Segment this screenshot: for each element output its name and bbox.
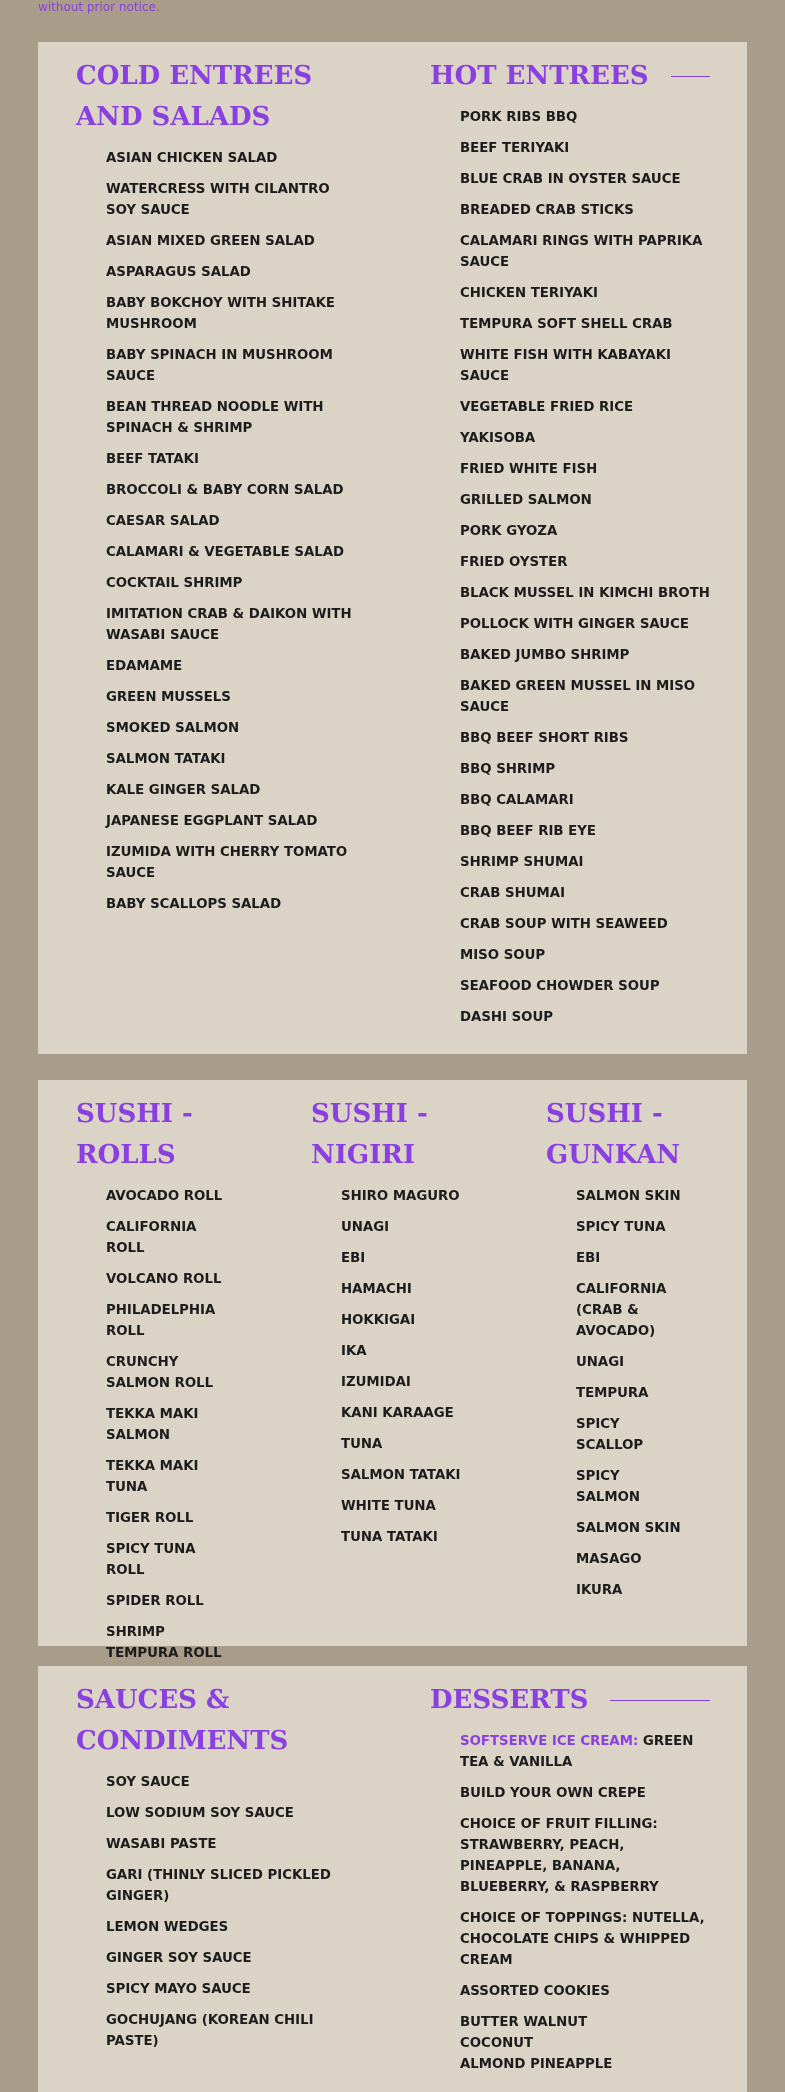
list-item: GREEN MUSSELS xyxy=(106,690,231,705)
list-item: ASPARAGUS SALAD xyxy=(106,265,251,280)
sushi-rolls-list xyxy=(106,1186,226,1664)
hot-entrees-divider xyxy=(671,76,710,77)
list-item: GARI (THINLY SLICED PICKLED GINGER) xyxy=(106,1868,331,1904)
list-item: SPICY MAYO SAUCE xyxy=(106,1982,251,1997)
list-item: POLLOCK WITH GINGER SAUCE xyxy=(460,617,689,632)
crepe-heading: BUILD YOUR OWN CREPE xyxy=(460,1786,646,1801)
list-item: SALMON SKIN xyxy=(576,1521,681,1536)
cookie-almond-pineapple: ALMOND PINEAPPLE xyxy=(460,2057,613,2072)
list-item: UNAGI xyxy=(576,1355,625,1370)
sushi-nigiri-column xyxy=(311,1094,471,1558)
list-item: SHRIMP TEMPURA ROLL xyxy=(106,1625,222,1661)
list-item: BREADED CRAB STICKS xyxy=(460,203,634,218)
hot-entrees-title-row xyxy=(430,56,710,97)
list-item: LEMON WEDGES xyxy=(106,1920,229,1935)
cold-entrees-column xyxy=(76,56,356,925)
list-item: HAMACHI xyxy=(341,1282,412,1297)
cookie-coconut: COCONUT xyxy=(460,2036,534,2051)
list-item: SPICY SALMON xyxy=(576,1469,641,1505)
softserve-label: SOFTSERVE ICE CREAM: xyxy=(460,1734,639,1749)
list-item: VEGETABLE FRIED RICE xyxy=(460,400,634,415)
list-item: CALAMARI RINGS WITH PAPRIKA SAUCE xyxy=(460,234,703,270)
sushi-gunkan-title: SUSHI - GUNKAN xyxy=(546,1099,681,1170)
list-item: FRIED WHITE FISH xyxy=(460,462,598,477)
sauces-list xyxy=(106,1772,336,2052)
list-item: BABY SPINACH IN MUSHROOM SAUCE xyxy=(106,348,333,384)
list-item: SPIDER ROLL xyxy=(106,1594,204,1609)
list-item: PORK RIBS BBQ xyxy=(460,110,578,125)
list-item: SEAFOOD CHOWDER SOUP xyxy=(460,979,660,994)
cold-entrees-list xyxy=(106,148,356,915)
list-item: IKA xyxy=(341,1344,367,1359)
list-item: IZUMIDAI xyxy=(341,1375,411,1390)
list-item: PHILADELPHIA ROLL xyxy=(106,1303,216,1339)
desserts-divider xyxy=(610,1700,710,1701)
list-item: IKURA xyxy=(576,1583,623,1598)
list-item: TUNA xyxy=(341,1437,383,1452)
list-item: BEEF TERIYAKI xyxy=(460,141,570,156)
list-item: BLACK MUSSEL IN KIMCHI BROTH xyxy=(460,586,710,601)
list-item: LOW SODIUM SOY SAUCE xyxy=(106,1806,294,1821)
list-item: MISO SOUP xyxy=(460,948,546,963)
list-item: GOCHUJANG (KOREAN CHILI PASTE) xyxy=(106,2013,314,2049)
sauces-column xyxy=(76,1680,356,2062)
sauces-title: SAUCES & CONDIMENTS xyxy=(76,1685,289,1756)
sushi-nigiri-title: SUSHI - NIGIRI xyxy=(311,1099,428,1170)
list-item: SALMON SKIN xyxy=(576,1189,681,1204)
sushi-nigiri-list xyxy=(341,1186,471,1548)
list-item: EBI xyxy=(341,1251,366,1266)
list-item: UNAGI xyxy=(341,1220,390,1235)
list-item: AVOCADO ROLL xyxy=(106,1189,223,1204)
softserve-item xyxy=(460,1731,710,1773)
list-item: CHICKEN TERIYAKI xyxy=(460,286,598,301)
list-item: SMOKED SALMON xyxy=(106,721,240,736)
list-item: SPICY SCALLOP xyxy=(576,1417,644,1453)
list-item: IMITATION CRAB & DAIKON WITH WASABI SAUCE xyxy=(106,607,352,643)
list-item: CRAB SOUP WITH SEAWEED xyxy=(460,917,668,932)
list-item: BABY SCALLOPS SALAD xyxy=(106,897,282,912)
hot-entrees-column xyxy=(430,56,710,1038)
list-item: EBI xyxy=(576,1251,601,1266)
list-item: SPICY TUNA ROLL xyxy=(106,1542,196,1578)
list-item: WHITE TUNA xyxy=(341,1499,436,1514)
list-item: SHIRO MAGURO xyxy=(341,1189,460,1204)
list-item: CALIFORNIA (CRAB & AVOCADO) xyxy=(576,1282,667,1339)
hot-entrees-title: HOT ENTREES xyxy=(430,61,649,91)
list-item: YAKISOBA xyxy=(460,431,536,446)
notice-text: without prior notice. xyxy=(38,0,160,14)
list-item: WASABI PASTE xyxy=(106,1837,217,1852)
list-item: GINGER SOY SAUCE xyxy=(106,1951,252,1966)
list-item: EDAMAME xyxy=(106,659,183,674)
list-item: IZUMIDA WITH CHERRY TOMATO SAUCE xyxy=(106,845,348,881)
list-item: KALE GINGER SALAD xyxy=(106,783,261,798)
cookie-butter-walnut: BUTTER WALNUT xyxy=(460,2015,588,2030)
fruit-filling-item: CHOICE OF FRUIT FILLING: STRAWBERRY, PEACH, PINEAPPLE, BANANA, BLUEBERRY, & RASPBERRY xyxy=(460,1817,659,1895)
list-item: VOLCANO ROLL xyxy=(106,1272,222,1287)
list-item: SALMON TATAKI xyxy=(106,752,226,767)
cold-entrees-title: COLD ENTREES AND SALADS xyxy=(76,61,313,132)
list-item: FRIED OYSTER xyxy=(460,555,568,570)
list-item: TEMPURA xyxy=(576,1386,649,1401)
list-item: ASIAN MIXED GREEN SALAD xyxy=(106,234,315,249)
list-item: GRILLED SALMON xyxy=(460,493,592,508)
list-item: WATERCRESS WITH CILANTRO SOY SAUCE xyxy=(106,182,330,218)
list-item: ASIAN CHICKEN SALAD xyxy=(106,151,278,166)
list-item: CRUNCHY SALMON ROLL xyxy=(106,1355,214,1391)
list-item: PORK GYOZA xyxy=(460,524,558,539)
list-item: TEMPURA SOFT SHELL CRAB xyxy=(460,317,673,332)
list-item: CALAMARI & VEGETABLE SALAD xyxy=(106,545,345,560)
list-item: SPICY TUNA xyxy=(576,1220,666,1235)
cookies-item xyxy=(460,2012,710,2075)
list-item: TEKKA MAKI SALMON xyxy=(106,1407,199,1443)
list-item: TUNA TATAKI xyxy=(341,1530,438,1545)
sauces-desserts-card xyxy=(38,1666,747,2092)
list-item: TIGER ROLL xyxy=(106,1511,194,1526)
desserts-title-row xyxy=(430,1680,710,1721)
list-item: BAKED GREEN MUSSEL IN MISO SAUCE xyxy=(460,679,696,715)
list-item: WHITE FISH WITH KABAYAKI SAUCE xyxy=(460,348,671,384)
list-item: DASHI SOUP xyxy=(460,1010,554,1025)
list-item: CRAB SHUMAI xyxy=(460,886,566,901)
list-item: HOKKIGAI xyxy=(341,1313,416,1328)
sushi-card xyxy=(38,1080,747,1661)
sushi-gunkan-column xyxy=(546,1094,706,1611)
list-item: TEKKA MAKI TUNA xyxy=(106,1459,199,1495)
list-item: BEAN THREAD NOODLE WITH SPINACH & SHRIMP xyxy=(106,400,324,436)
list-item: CALIFORNIA ROLL xyxy=(106,1220,197,1256)
list-item: BBQ BEEF SHORT RIBS xyxy=(460,731,629,746)
hot-entrees-list xyxy=(460,107,710,1028)
sushi-rolls-title: SUSHI - ROLLS xyxy=(76,1099,193,1170)
cookies-heading: ASSORTED COOKIES xyxy=(460,1984,610,1999)
softserve-value: GREEN TEA & VANILLA xyxy=(460,1734,694,1770)
list-item: KANI KARAAGE xyxy=(341,1406,454,1421)
list-item: BLUE CRAB IN OYSTER SAUCE xyxy=(460,172,681,187)
list-item: JAPANESE EGGPLANT SALAD xyxy=(106,814,318,829)
list-item: BBQ BEEF RIB EYE xyxy=(460,824,596,839)
toppings-item: CHOICE OF TOPPINGS: NUTELLA, CHOCOLATE CHIPS & WHIPPED CREAM xyxy=(460,1911,705,1968)
list-item: MASAGO xyxy=(576,1552,642,1567)
desserts-title: DESSERTS xyxy=(430,1685,589,1715)
entrees-card xyxy=(38,42,747,1054)
list-item: COCKTAIL SHRIMP xyxy=(106,576,243,591)
list-item: SHRIMP SHUMAI xyxy=(460,855,584,870)
list-item: BEEF TATAKI xyxy=(106,452,199,467)
sushi-rolls-column xyxy=(76,1094,226,1674)
list-item: BBQ SHRIMP xyxy=(460,762,556,777)
list-item: SOY SAUCE xyxy=(106,1775,190,1790)
list-item: SALMON TATAKI xyxy=(341,1468,461,1483)
sushi-gunkan-list xyxy=(576,1186,686,1601)
list-item: BROCCOLI & BABY CORN SALAD xyxy=(106,483,344,498)
desserts-column xyxy=(430,1680,710,2075)
list-item: BBQ CALAMARI xyxy=(460,793,574,808)
list-item: BABY BOKCHOY WITH SHITAKE MUSHROOM xyxy=(106,296,336,332)
list-item: CAESAR SALAD xyxy=(106,514,220,529)
desserts-list xyxy=(460,1731,710,2075)
list-item: BAKED JUMBO SHRIMP xyxy=(460,648,630,663)
